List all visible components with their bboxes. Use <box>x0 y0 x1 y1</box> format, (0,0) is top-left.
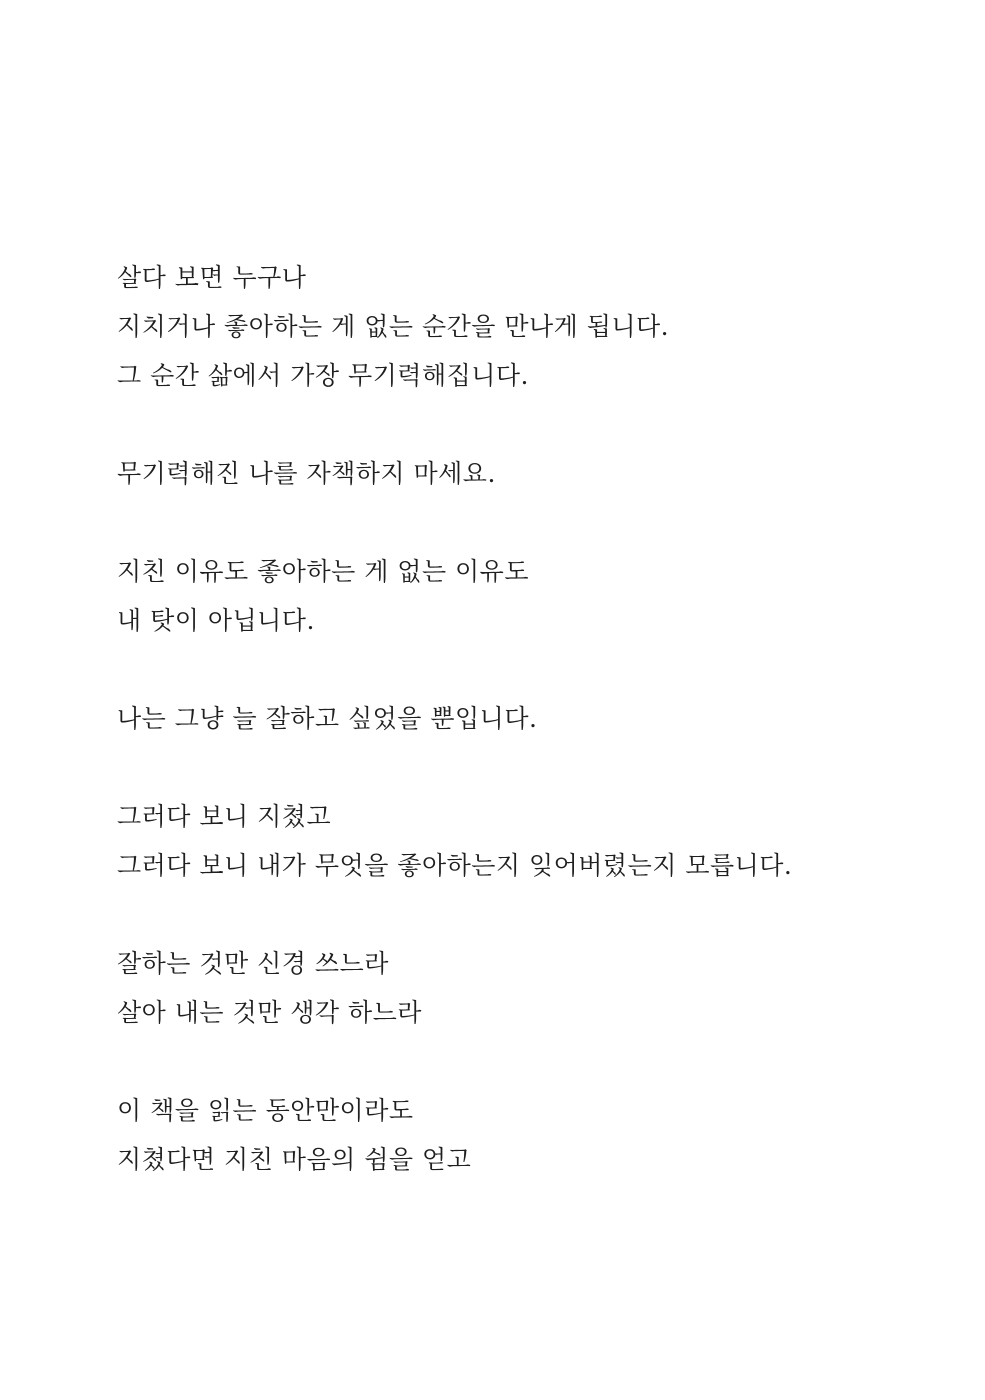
text-line: 그러다 보니 지쳤고 <box>117 802 332 831</box>
stanza <box>117 449 917 498</box>
text-line: 살아 내는 것만 생각 하느라 <box>117 998 422 1027</box>
text-line: 지친 이유도 좋아하는 게 없는 이유도 <box>117 557 529 586</box>
text-line: 내 탓이 아닙니다. <box>117 606 315 635</box>
poem-text <box>117 253 917 1184</box>
stanza <box>117 939 917 1037</box>
stanza <box>117 1086 917 1184</box>
text-line: 이 책을 읽는 동안만이라도 <box>117 1096 414 1125</box>
stanza <box>117 792 917 890</box>
stanza <box>117 694 917 743</box>
text-line: 그 순간 삶에서 가장 무기력해집니다. <box>117 361 529 390</box>
text-line: 나는 그냥 늘 잘하고 싶었을 뿐입니다. <box>117 704 538 733</box>
text-line: 살다 보면 누구나 <box>117 263 307 292</box>
text-line: 그러다 보니 내가 무엇을 좋아하는지 잊어버렸는지 모릅니다. <box>117 851 793 880</box>
text-line: 무기력해진 나를 자책하지 마세요. <box>117 459 496 488</box>
text-line: 지치거나 좋아하는 게 없는 순간을 만나게 됩니다. <box>117 312 670 341</box>
stanza <box>117 253 917 400</box>
stanza <box>117 547 917 645</box>
text-line: 잘하는 것만 신경 쓰느라 <box>117 949 389 978</box>
text-line: 지쳤다면 지친 마음의 쉼을 얻고 <box>117 1145 472 1174</box>
